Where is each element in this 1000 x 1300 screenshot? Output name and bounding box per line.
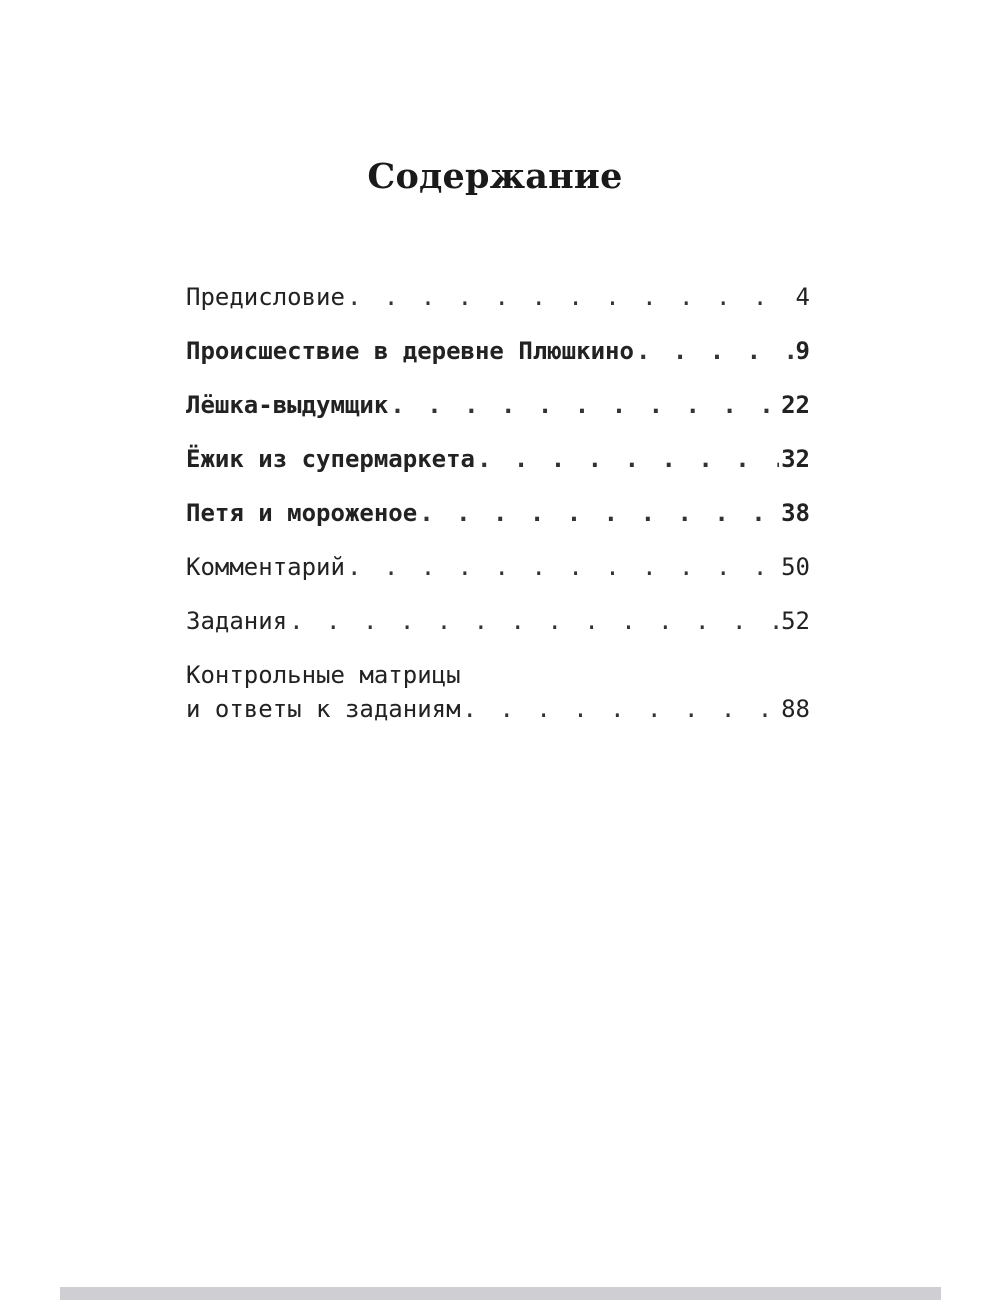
toc-dot-leader bbox=[477, 442, 779, 476]
toc-page-number: 38 bbox=[781, 499, 810, 527]
toc-dot-leader bbox=[419, 496, 779, 530]
toc-page-number: 52 bbox=[781, 607, 810, 635]
toc-entry-commentary[interactable] bbox=[186, 550, 810, 604]
toc-entry-title: Задания bbox=[186, 607, 288, 635]
toc-page-number: 22 bbox=[781, 391, 810, 419]
toc-page-number: 4 bbox=[795, 283, 810, 311]
toc-entry-title: Петя и мороженое bbox=[186, 499, 418, 527]
toc-entry-preface[interactable] bbox=[186, 280, 810, 334]
toc-entry-title: Лёшка-выдумщик bbox=[186, 391, 389, 419]
table-of-contents bbox=[186, 280, 810, 726]
toc-entry-control-matrices[interactable] bbox=[186, 658, 810, 726]
toc-dot-leader bbox=[289, 604, 779, 638]
toc-entry-plyushkino[interactable] bbox=[186, 334, 810, 388]
toc-page-number: 32 bbox=[781, 445, 810, 473]
toc-entry-title: Комментарий bbox=[186, 553, 345, 581]
toc-entry-title: Ёжик из супермаркета bbox=[186, 445, 475, 473]
toc-entry-tasks[interactable] bbox=[186, 604, 810, 658]
toc-entry-petya[interactable] bbox=[186, 496, 810, 550]
toc-entry-title: Предисловие bbox=[186, 283, 345, 311]
toc-dot-leader bbox=[347, 280, 794, 314]
page-bottom-edge bbox=[60, 1287, 941, 1300]
toc-page-number: 88 bbox=[781, 695, 810, 723]
toc-dot-leader bbox=[463, 692, 780, 726]
page-title: Содержание bbox=[367, 156, 623, 197]
toc-entry-title-line2: и ответы к заданиям bbox=[186, 695, 461, 723]
toc-dot-leader bbox=[347, 550, 779, 584]
toc-entry-ezhik[interactable] bbox=[186, 442, 810, 496]
toc-entry-title: Происшествие в деревне Плюшкино bbox=[186, 337, 634, 365]
toc-dot-leader bbox=[636, 334, 794, 368]
toc-page-number: 9 bbox=[795, 337, 810, 365]
toc-entry-lyoshka[interactable] bbox=[186, 388, 810, 442]
toc-page-number: 50 bbox=[781, 553, 810, 581]
toc-dot-leader bbox=[390, 388, 779, 422]
toc-entry-title-line1: Контрольные матрицы bbox=[186, 661, 461, 689]
